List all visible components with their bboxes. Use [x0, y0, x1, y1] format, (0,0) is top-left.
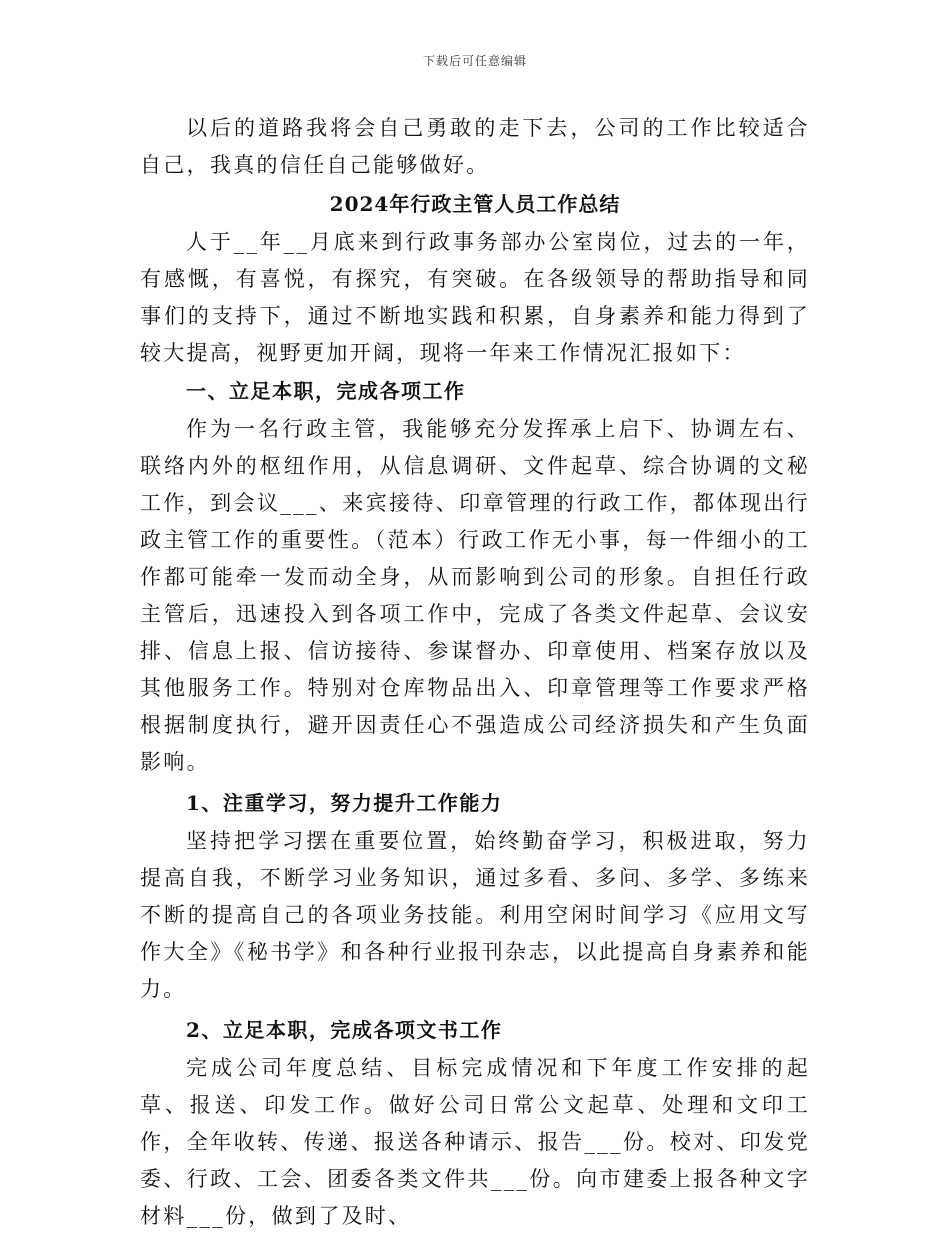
section-heading-2: 1、注重学习，努力提升工作能力	[186, 791, 503, 815]
intro-paragraph: 以后的道路我将会自己勇敢的走下去，公司的工作比较适合自己，我真的信任自己能够做好。	[140, 116, 810, 177]
section-heading-3: 2、立足本职，完成各项文书工作	[186, 1018, 503, 1042]
paragraph-3: 坚持把学习摆在重要位置，始终勤奋学习，积极进取，努力提高自我，不断学习业务知识，通过多看、多问、多学、多练来不断的提高自己的各项业务技能。利用空闲时间学习《应用文写作大全》《秘书学》和各种行业报刊杂志，以此提高自身素养和能力。	[140, 829, 810, 1001]
paragraph-2: 作为一名行政主管，我能够充分发挥承上启下、协调左右、联络内外的枢纽作用，从信息调研、文件起草、综合协调的文秘工作，到会议___、来宾接待、印章管理的行政工作，都体现出行政主管工作的重要性。（范本）行政工作无小事，每一件细小的工作都可能牵一发而动全身，从而影响到公司的形象。自担任行政主管后，迅速投入到各项工作中，完成了各类文件起草、会议安排、信息上报、信访接待、参谋督办、印章使用、档案存放以及其他服务工作。特别对仓库物品出入、印章管理等工作要求严格根据制度执行，避开因责任心不强造成公司经济损失和产生负面影响。	[140, 417, 810, 774]
paragraph-4: 完成公司年度总结、目标完成情况和下年度工作安排的起草、报送、印发工作。做好公司日常公文起草、处理和文印工作，全年收转、传递、报送各种请示、报告___份。校对、印发党委、行政、工会、团委各类文件共___份。向市建委上报各种文字材料___份，做到了及时、	[140, 1056, 810, 1228]
section-heading-1: 一、立足本职，完成各项工作	[186, 379, 466, 403]
document-title: 2024年行政主管人员工作总结	[329, 192, 621, 216]
paragraph-1: 人于__年__月底来到行政事务部办公室岗位，过去的一年，有感慨，有喜悦，有探究，有突破。在各级领导的帮助指导和同事们的支持下，通过不断地实践和积累，自身素养和能力得到了较大提高，视野更加开阔，现将一年来工作情况汇报如下：	[140, 230, 810, 365]
document-body	[140, 110, 810, 1235]
page-header-note: 下载后可任意编辑	[422, 54, 527, 68]
